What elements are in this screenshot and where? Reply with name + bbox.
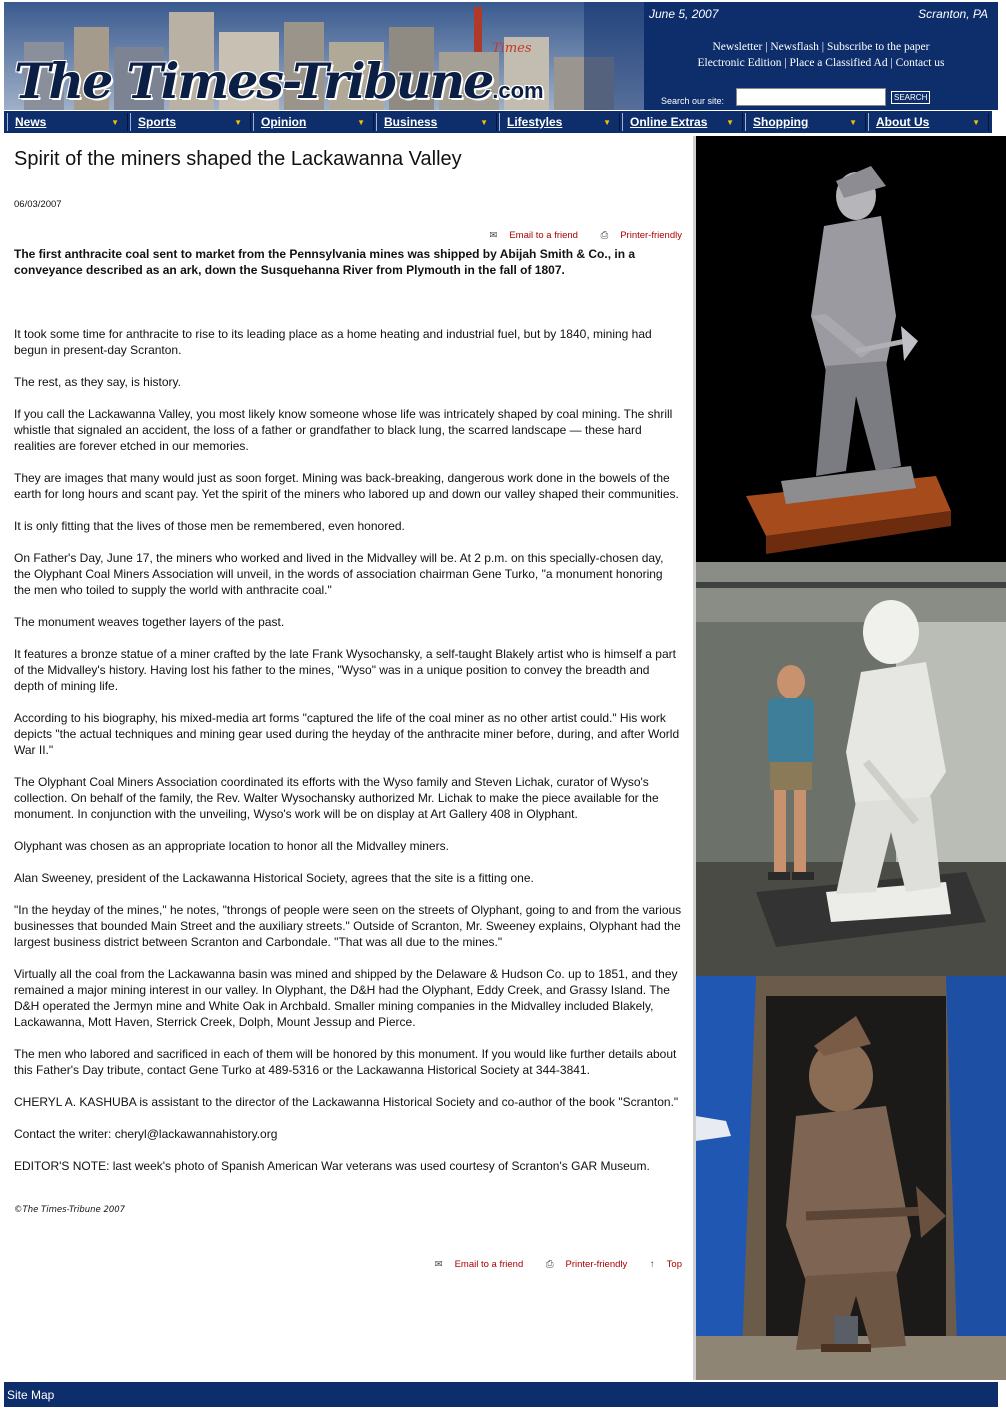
newsflash-link[interactable]: Newsflash xyxy=(770,41,819,53)
article-paragraph: On Father's Day, June 17, the miners who worked and lived in the Midvalley will be. At 2 p.m. on this specially-chosen day, the Olyphant Coal Miners Association will unveil, in the words of association chairman Gene Turko, "a monument honoring the men who toiled to supply the world with anthracite coal." xyxy=(14,551,664,597)
article-paragraph: Virtually all the coal from the Lackawanna basin was mined and shipped by the Delaware & Hudson Co. up to 1851, and they remained a major mining interest in our valley. In Olyphant, the D&H had the Olyphant, Eddy Creek, and Grassy Island. The D&H operated the Jermyn mine and White Oak in Archbald. Smaller mining companies in the Midvalley included Blakely, Lackawanna, Mott Haven, Sterrick Creek, Dolph, Mount Jessup and Pierce. xyxy=(14,967,678,1029)
newsletter-link[interactable]: Newsletter xyxy=(712,41,763,53)
printer-icon: ⎙ xyxy=(600,230,609,241)
dropdown-arrow-icon: ▼ xyxy=(480,117,488,127)
photo-column xyxy=(693,136,1006,1380)
print-label: Printer-friendly xyxy=(620,230,682,241)
email-label: Email to a friend xyxy=(509,230,578,241)
logo-suffix: .com xyxy=(492,78,544,103)
article-lead: The first anthracite coal sent to market from the Pennsylvania mines was shipped by Abijah Smith & Co., in a conveyance described as an ark, down the Susquehanna River from Plymouth in the fall of 1807. xyxy=(14,247,636,277)
nav-item-shopping[interactable] xyxy=(745,113,866,131)
subscribe-link[interactable]: Subscribe to the paper xyxy=(826,41,930,53)
nav-label: Shopping xyxy=(753,115,809,129)
article-paragraph: It took some time for anthracite to rise to its leading place as a home heating and industrial fuel, but by 1840, mining had begun in present-day Scranton. xyxy=(14,327,652,357)
logo-text: The Times-Tribune xyxy=(14,52,493,110)
header-date: June 5, 2007 xyxy=(649,7,719,21)
nav-item-news[interactable] xyxy=(7,113,128,131)
dropdown-arrow-icon: ▼ xyxy=(357,117,365,127)
main-nav xyxy=(4,111,992,133)
nav-label: Business xyxy=(384,115,438,129)
header-links-row-2: Electronic Edition | Place a Classified Ad | Contact us xyxy=(697,57,945,69)
dropdown-arrow-icon: ▼ xyxy=(234,117,242,127)
nav-label: Opinion xyxy=(261,115,307,129)
dropdown-arrow-icon: ▼ xyxy=(603,117,611,127)
article-paragraph: The rest, as they say, is history. xyxy=(14,375,181,389)
nav-item-online-extras[interactable] xyxy=(622,113,743,131)
electronic-edition-link[interactable]: Electronic Edition xyxy=(697,57,782,69)
email-link[interactable] xyxy=(425,1259,524,1270)
classified-ad-link[interactable]: Place a Classified Ad xyxy=(789,57,888,69)
article xyxy=(14,136,682,1273)
top-label: Top xyxy=(666,1259,682,1270)
email-label: Email to a friend xyxy=(454,1259,524,1270)
top-link[interactable] xyxy=(640,1259,682,1270)
article-paragraph: It is only fitting that the lives of those men be remembered, even honored. xyxy=(14,519,405,533)
site-footer xyxy=(4,1382,998,1407)
nav-item-about-us[interactable] xyxy=(868,113,989,131)
envelope-icon: ✉ xyxy=(489,230,498,241)
article-paragraph: CHERYL A. KASHUBA is assistant to the director of the Lackawanna Historical Society and co-author of the book "Scranton." xyxy=(14,1095,679,1109)
site-header xyxy=(4,2,998,110)
nav-label: News xyxy=(15,115,47,129)
search-label: Search our site: xyxy=(661,96,725,106)
nav-item-business[interactable] xyxy=(376,113,497,131)
article-paragraph: Contact the writer: cheryl@lackawannahistory.org xyxy=(14,1127,278,1141)
envelope-icon: ✉ xyxy=(434,1259,443,1270)
article-paragraph: EDITOR'S NOTE: last week's photo of Spanish American War veterans was used courtesy of Scranton's GAR Museum. xyxy=(14,1159,650,1173)
arrow-up-icon: ↑ xyxy=(649,1259,655,1270)
search-button[interactable]: SEARCH xyxy=(891,91,930,104)
print-link[interactable] xyxy=(591,230,682,241)
article-title: Spirit of the miners shaped the Lackawanna Valley xyxy=(14,148,462,170)
article-body xyxy=(14,326,682,1174)
site-logo[interactable] xyxy=(14,52,544,110)
nav-label: Online Extras xyxy=(630,115,708,129)
dropdown-arrow-icon: ▼ xyxy=(726,117,734,127)
article-paragraph: Olyphant was chosen as an appropriate location to honor all the Midvalley miners. xyxy=(14,839,449,853)
nav-label: About Us xyxy=(876,115,930,129)
nav-item-sports[interactable] xyxy=(130,113,251,131)
copyright: ©The Times-Tribune 2007 xyxy=(14,1205,126,1215)
article-paragraph: The monument weaves together layers of the past. xyxy=(14,615,285,629)
dropdown-arrow-icon: ▼ xyxy=(111,117,119,127)
header-links xyxy=(644,39,998,71)
header-location: Scranton, PA xyxy=(918,7,988,21)
print-label: Printer-friendly xyxy=(565,1259,628,1270)
plaster-statue-photo xyxy=(696,562,1006,976)
article-paragraph: If you call the Lackawanna Valley, you most likely know someone whose life was intricately shaped by coal mining. The shrill whistle that signaled an accident, the loss of a father or grandfather to black lung, the scarred landscape — these hard realities are forever etched in our memories. xyxy=(14,407,673,453)
article-paragraph: Alan Sweeney, president of the Lackawanna Historical Society, agrees that the site is a fitting one. xyxy=(14,871,534,885)
clay-statue-photo xyxy=(696,976,1006,1380)
skyline-sign-text: Times xyxy=(492,41,532,56)
dropdown-arrow-icon: ▼ xyxy=(972,117,980,127)
article-tools-top xyxy=(14,228,682,244)
email-link[interactable] xyxy=(479,230,578,241)
site-map-link[interactable]: Site Map xyxy=(7,1388,55,1402)
article-paragraph: The men who labored and sacrificed in each of them will be honored by this monument. If you would like further details about this Father's Day tribute, contact Gene Turko at 489-5316 or the Lackawanna Historical Society at 344-3841. xyxy=(14,1047,677,1077)
nav-item-opinion[interactable] xyxy=(253,113,374,131)
nav-item-lifestyles[interactable] xyxy=(499,113,620,131)
printer-icon: ⎙ xyxy=(545,1259,554,1270)
article-date: 06/03/2007 xyxy=(14,199,62,210)
article-paragraph: "In the heyday of the mines," he notes, "throngs of people were seen on the streets of Olyphant, going to and from the various businesses that bounded Main Street and the auxiliary streets." Outside of Scranton, Mr. Sweeney explains, Olyphant had the largest business district between Scranton and Carbondale. "That was all due to the mines." xyxy=(14,903,682,949)
dropdown-arrow-icon: ▼ xyxy=(849,117,857,127)
search-input[interactable] xyxy=(736,88,886,106)
miner-statuette-photo xyxy=(696,136,1006,562)
article-paragraph: According to his biography, his mixed-media art forms "captured the life of the coal miner as no other artist could." His work depicts "the actual techniques and mining gear used during the heyday of the anthracite miner before, during, and after World War II." xyxy=(14,711,680,757)
contact-us-link[interactable]: Contact us xyxy=(895,57,945,69)
article-paragraph: The Olyphant Coal Miners Association coordinated its efforts with the Wyso family and Steven Lichak, curator of Wyso's collection. On behalf of the family, the Rev. Walter Wysochansky authorized Mr. Lichak to make the piece available for the monument. In conjunction with the unveiling, Wyso's work will be on display at Art Gallery 408 in Olyphant. xyxy=(14,775,659,821)
article-tools-bottom xyxy=(14,1257,682,1273)
nav-label: Lifestyles xyxy=(507,115,563,129)
nav-label: Sports xyxy=(138,115,177,129)
article-paragraph: It features a bronze statue of a miner crafted by the late Frank Wysochansky, a self-taught Blakely artist who is himself a part of the Midvalley's history. Having lost his father to the mines, "Wyso" was in a unique position to convey the breadth and depth of mining life. xyxy=(14,647,676,693)
print-link[interactable] xyxy=(536,1259,627,1270)
article-paragraph: They are images that many would just as soon forget. Mining was back-breaking, dangerous work done in the bowels of the earth for long hours and scant pay. Yet the spirit of the miners who labored up and down our valley shaped their communities. xyxy=(14,471,679,501)
header-links-row-1: Newsletter | Newsflash | Subscribe to the paper xyxy=(712,41,930,53)
